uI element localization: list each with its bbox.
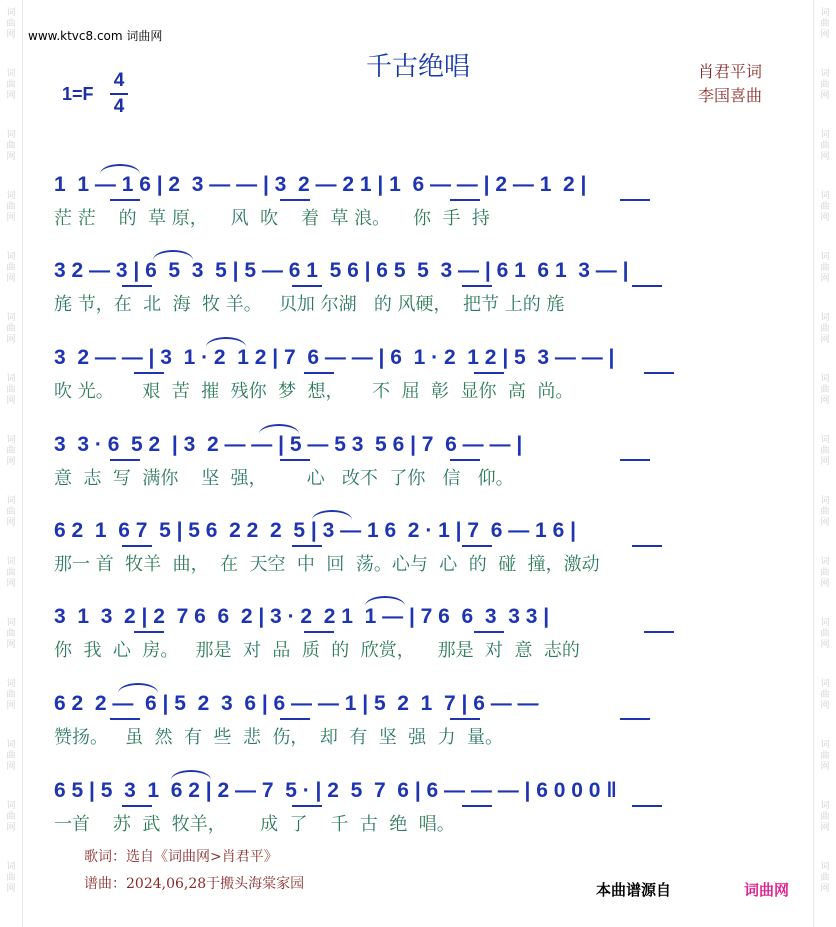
time-signature bbox=[110, 70, 128, 118]
beam-underline bbox=[462, 545, 492, 547]
watermark-text: 词 曲 网 bbox=[6, 130, 16, 162]
watermark-text: 词 曲 网 bbox=[6, 191, 16, 223]
watermark-text: 词 曲 网 bbox=[6, 618, 16, 650]
beam-underline bbox=[632, 285, 662, 287]
notation-line bbox=[54, 172, 794, 200]
beam-underline bbox=[280, 459, 310, 461]
watermark-text: 词 曲 网 bbox=[6, 435, 16, 467]
watermark-text: 词 曲 网 bbox=[820, 130, 830, 162]
notation-text: 1 1 — 1 6 | 2 3 — — | 3 2 — 2 1 | 1 6 — — | 2 — 1 2 | bbox=[54, 173, 587, 196]
notation-line bbox=[54, 604, 794, 632]
watermark-text: 词 曲 网 bbox=[6, 69, 16, 101]
time-signature-top: 4 bbox=[113, 70, 125, 91]
beam-underline bbox=[644, 631, 674, 633]
slur-arc bbox=[206, 337, 246, 347]
beam-underline bbox=[304, 372, 334, 374]
slur-arc bbox=[171, 770, 211, 780]
notation-text: 3 3 · 6 5 2 | 3 2 — — | 5 — 5 3 5 6 | 7 6 — — | bbox=[54, 433, 523, 456]
beam-underline bbox=[450, 459, 480, 461]
left-watermark-strip bbox=[0, 0, 23, 927]
slur-arc bbox=[100, 164, 140, 174]
watermark-text: 词 曲 网 bbox=[6, 557, 16, 589]
time-signature-bottom: 4 bbox=[113, 96, 125, 117]
beam-underline bbox=[292, 545, 322, 547]
watermark-text: 词 曲 网 bbox=[820, 862, 830, 894]
watermark-text: 词 曲 网 bbox=[820, 557, 830, 589]
lyricist-credit: 肖君平词 bbox=[698, 62, 763, 81]
beam-underline bbox=[122, 285, 152, 287]
lyrics-line: 茫 茫 的 草 原， 风 吹 着 草 浪。 你 手 持 bbox=[54, 208, 490, 229]
beam-underline bbox=[632, 805, 662, 807]
beam-underline bbox=[462, 285, 492, 287]
source-name: 词曲网 bbox=[744, 881, 790, 899]
notation-text: 3 1 3 2 | 2 7 6 6 2 | 3 · 2 2 1 1 — | 7 6 6 3 3 3 | bbox=[54, 605, 550, 628]
notation-text: 6 5 | 5 3 1 6 2 | 2 — 7 5 · | 2 5 7 6 | 6 — — — | 6 0 0 0 ‖ bbox=[54, 779, 617, 802]
beam-underline bbox=[620, 459, 650, 461]
source-label: 本曲谱源自 bbox=[596, 881, 672, 899]
beam-underline bbox=[292, 805, 322, 807]
watermark-text: 词 曲 网 bbox=[820, 252, 830, 284]
beam-underline bbox=[280, 718, 310, 720]
score-note: 谱曲：2024,06,28于搬头海棠家园 bbox=[84, 876, 305, 892]
notation-line bbox=[54, 345, 794, 373]
watermark-text: 词 曲 网 bbox=[6, 8, 16, 40]
watermark-text: 词 曲 网 bbox=[820, 313, 830, 345]
watermark-text: 词 曲 网 bbox=[6, 740, 16, 772]
watermark-text: 词 曲 网 bbox=[820, 191, 830, 223]
watermark-text: 词 曲 网 bbox=[6, 313, 16, 345]
lyrics-line: 你 我 心 房。 那是 对 品 质 的 欣赏， 那是 对 意 志的 bbox=[54, 640, 580, 661]
slur-arc bbox=[153, 250, 193, 260]
watermark-text: 词 曲 网 bbox=[6, 374, 16, 406]
slur-arc bbox=[259, 424, 299, 434]
beam-underline bbox=[644, 372, 674, 374]
song-title: 千古绝唱 bbox=[365, 52, 470, 82]
watermark-text: 词 曲 网 bbox=[6, 862, 16, 894]
lyrics-source: 歌词：选自《词曲网>肖君平》 bbox=[84, 849, 278, 865]
watermark-text: 词 曲 网 bbox=[6, 801, 16, 833]
beam-underline bbox=[620, 199, 650, 201]
beam-underline bbox=[110, 718, 140, 720]
watermark-text: 词 曲 网 bbox=[820, 801, 830, 833]
notation-text: 3 2 — 3 | 6 5 3 5 | 5 — 6 1 5 6 | 6 5 5 3 — | 6 1 6 1 3 — | bbox=[54, 259, 629, 282]
beam-underline bbox=[462, 805, 492, 807]
watermark-text: 词 曲 网 bbox=[6, 496, 16, 528]
beam-underline bbox=[122, 545, 152, 547]
composer-credit: 李国喜曲 bbox=[698, 86, 763, 105]
notation-line bbox=[54, 258, 794, 286]
notation-line bbox=[54, 691, 794, 719]
notation-text: 6 2 1 6 7 5 | 5 6 2 2 2 5 | 3 — 1 6 2 · 1 | 7 6 — 1 6 | bbox=[54, 519, 576, 542]
lyrics-line: 旄 节，在 北 海 牧 羊。 贝加 尔湖 的 风硬， 把节 上的 旄 bbox=[54, 294, 565, 315]
beam-underline bbox=[304, 631, 334, 633]
watermark-text: 词 曲 网 bbox=[820, 618, 830, 650]
beam-underline bbox=[110, 459, 140, 461]
slur-arc bbox=[118, 683, 158, 693]
notation-text: 6 2 2 — 6 | 5 2 3 6 | 6 — — 1 | 5 2 1 7 | 6 — — bbox=[54, 692, 545, 715]
slur-arc bbox=[365, 596, 405, 606]
beam-underline bbox=[632, 545, 662, 547]
beam-underline bbox=[620, 718, 650, 720]
lyrics-line: 吹 光。 艰 苦 摧 残你 梦 想， 不 屈 彰 显你 高 尚。 bbox=[54, 381, 574, 402]
lyrics-line: 赞扬。 虽 然 有 些 悲 伤， 却 有 坚 强 力 量。 bbox=[54, 727, 504, 748]
beam-underline bbox=[122, 805, 152, 807]
watermark-text: 词 曲 网 bbox=[6, 679, 16, 711]
notation-line bbox=[54, 432, 794, 460]
notation-line bbox=[54, 778, 794, 806]
beam-underline bbox=[134, 372, 164, 374]
watermark-text: 词 曲 网 bbox=[820, 69, 830, 101]
site-label: www.ktvc8.com 词曲网 bbox=[28, 29, 163, 43]
notation-text: 3 2 — — | 3 1 · 2 1 2 | 7 6 — — | 6 1 · 2 1 2 | 5 3 — — | bbox=[54, 346, 615, 369]
beam-underline bbox=[110, 199, 140, 201]
watermark-text: 词 曲 网 bbox=[820, 435, 830, 467]
beam-underline bbox=[450, 718, 480, 720]
right-watermark-strip bbox=[813, 0, 836, 927]
lyrics-line: 一首 苏 武 牧羊， 成 了 千 古 绝 唱。 bbox=[54, 814, 455, 835]
beam-underline bbox=[292, 285, 322, 287]
beam-underline bbox=[134, 631, 164, 633]
watermark-text: 词 曲 网 bbox=[6, 252, 16, 284]
slur-arc bbox=[312, 510, 352, 520]
lyrics-line: 意 志 写 满你 坚 强， 心 改不 了你 信 仰。 bbox=[54, 468, 514, 489]
watermark-text: 词 曲 网 bbox=[820, 496, 830, 528]
watermark-text: 词 曲 网 bbox=[820, 374, 830, 406]
watermark-text: 词 曲 网 bbox=[820, 679, 830, 711]
beam-underline bbox=[474, 372, 504, 374]
watermark-text: 词 曲 网 bbox=[820, 8, 830, 40]
lyrics-line: 那一 首 牧羊 曲， 在 天空 中 回 荡。心与 心 的 碰 撞，激动 bbox=[54, 554, 600, 575]
key-signature: 1=F bbox=[62, 84, 94, 104]
notation-line bbox=[54, 518, 794, 546]
credits bbox=[698, 60, 762, 108]
beam-underline bbox=[280, 199, 310, 201]
beam-underline bbox=[450, 199, 480, 201]
watermark-text: 词 曲 网 bbox=[820, 740, 830, 772]
beam-underline bbox=[474, 631, 504, 633]
